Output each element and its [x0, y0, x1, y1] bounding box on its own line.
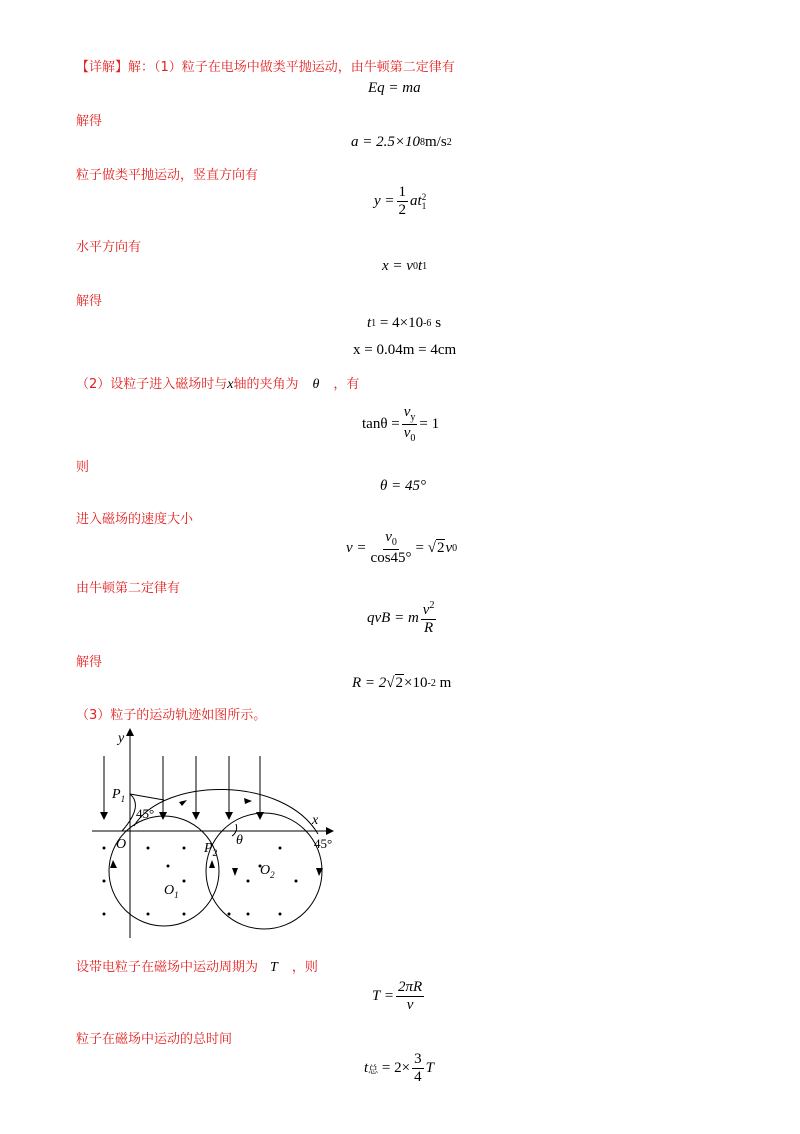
x-axis-label: x — [312, 813, 319, 828]
direction-arrow — [232, 868, 238, 876]
eq10-den: R — [424, 619, 434, 636]
equation-tan-theta — [362, 405, 439, 444]
eq1-text: Eq = ma — [368, 80, 421, 96]
eq12-num: 2πR — [397, 979, 423, 995]
line-12 — [76, 956, 318, 976]
p2-label-sub: 2 — [212, 848, 218, 858]
eq13-num: 3 — [414, 1051, 422, 1067]
p1-label-sub: 1 — [120, 794, 126, 804]
eq2-exp: 8 — [420, 137, 425, 148]
eq13-den: 4 — [414, 1068, 422, 1085]
eq4-left: x = v — [382, 258, 413, 274]
eq3-sub: 1 — [421, 200, 427, 211]
line-8: 进入磁场的速度大小 — [76, 512, 194, 527]
line-1-text: 【详解】解：（1）粒子在电场中做类平抛运动，由牛顿第二定律有 — [76, 60, 455, 75]
circle-o1 — [109, 816, 219, 926]
line-4: 水平方向有 — [76, 240, 142, 255]
angle-45-label-2: 45° — [314, 836, 333, 851]
direction-arrow — [244, 798, 252, 804]
eq13-mid: = 2× — [381, 1060, 411, 1077]
magnetic-field-dots — [103, 847, 298, 916]
y-axis-label: y — [118, 731, 125, 746]
eq2-unit: m/s — [425, 134, 447, 150]
eq11-exp: -2 — [427, 677, 436, 689]
line-2: 解得 — [76, 114, 103, 129]
line-12-a: 设带电粒子在磁场中运动周期为 — [76, 960, 259, 975]
equation-velocity: v = $\frac{v_0}{\cos 45^\circ}$ = √ 2 v 0 — [346, 529, 458, 566]
eq7-fraction — [402, 405, 418, 444]
eq2-left: a = 2.5×10 — [351, 134, 420, 150]
equation-radius: R = 2 √ 2 ×10 -2 m — [352, 674, 452, 691]
line-6-b: 轴的夹角为 — [233, 377, 299, 392]
o2-label-sub: 2 — [270, 870, 275, 880]
eq12-fraction — [396, 980, 424, 1013]
eq11-mid: ×10 — [404, 674, 428, 691]
eq13-sub: 总 — [368, 1065, 379, 1077]
p1-label-main: P — [112, 787, 121, 802]
eq10-num-v: v — [422, 602, 430, 618]
eq3-scripts — [422, 193, 427, 211]
eq4-sub0: 0 — [412, 261, 418, 272]
eq9-num — [383, 530, 399, 550]
o1-label — [164, 883, 179, 900]
o1-label-sub: 1 — [174, 890, 179, 900]
eq9-num-sub: 0 — [391, 537, 397, 548]
eq12-den: v — [406, 996, 414, 1013]
eq5-sub: 1 — [371, 318, 377, 329]
line-6-a: （2）设粒子进入磁场时与 — [76, 377, 228, 392]
eq9-left: v = — [346, 539, 367, 556]
o2-label-main: O — [260, 863, 271, 878]
equation-period — [372, 980, 426, 1013]
eq7-den-v: v — [403, 424, 411, 441]
eq3-right: at — [410, 193, 422, 210]
eq4-t: t — [417, 258, 423, 274]
eq10-fraction — [421, 601, 437, 636]
eq5-mid: = 4×10 — [379, 315, 424, 331]
eq7-num-v: v — [403, 404, 411, 420]
line-9: 由牛顿第二定律有 — [76, 581, 181, 596]
equation-acceleration — [351, 134, 452, 151]
line-11: （3）粒子的运动轨迹如图所示。 — [76, 708, 267, 723]
eq13-left: t — [364, 1060, 369, 1077]
eq4-sub1: 1 — [422, 261, 428, 272]
eq10-num — [421, 601, 437, 620]
line-6-x: x — [227, 377, 234, 392]
direction-arrow — [110, 860, 117, 868]
line-6-c: ，有 — [333, 377, 360, 392]
o2-label — [260, 863, 275, 880]
eq9-sqrt: 2 — [436, 540, 445, 556]
equation-eq-ma — [368, 80, 421, 97]
line-6 — [76, 373, 359, 393]
eq9-right-sub: 0 — [452, 542, 458, 554]
equation-time — [367, 315, 441, 332]
equation-total-time — [364, 1052, 434, 1085]
eq3-den: 2 — [398, 201, 407, 218]
line-3: 粒子做类平抛运动，竖直方向有 — [76, 168, 259, 183]
eq11-left: R = 2 — [352, 674, 387, 691]
eq7-den — [402, 425, 418, 444]
eq12-left: T = — [372, 988, 394, 1005]
eq3-sup: 2 — [421, 191, 427, 202]
eq3-num: 1 — [398, 184, 407, 200]
o1-label-main: O — [164, 883, 175, 898]
eq9-mid: = — [415, 539, 424, 556]
eq7-right: = 1 — [419, 415, 440, 432]
theta-label: θ — [236, 833, 243, 848]
eq10-left: qvB = m — [367, 610, 419, 627]
eq5-left: t — [367, 315, 372, 331]
equation-lorentz-force — [367, 601, 438, 636]
eq9-fraction — [369, 530, 414, 566]
eq7-num — [402, 405, 418, 425]
line-6-theta: θ — [312, 377, 320, 392]
eq3-left: y = — [374, 193, 395, 210]
eq7-den-sub: 0 — [410, 432, 416, 444]
eq8-text: θ = 45° — [380, 478, 426, 494]
p2-label — [203, 841, 218, 858]
direction-arrow — [179, 800, 187, 806]
line-12-T: T — [270, 960, 278, 975]
line-13: 粒子在磁场中运动的总时间 — [76, 1032, 233, 1047]
eq5-exp: -6 — [423, 318, 432, 329]
eq13-fraction — [412, 1052, 424, 1085]
eq2-unit-exp: 2 — [446, 137, 452, 148]
eq3-fraction — [397, 185, 409, 218]
equation-horizontal-displacement — [382, 258, 427, 275]
eq6-text: x = 0.04m = 4cm — [353, 342, 457, 358]
eq9-num-v: v — [385, 529, 392, 545]
eq9-den: cos45° — [370, 549, 412, 566]
eq11-sqrt: 2 — [395, 675, 404, 691]
eq7-num-sub: y — [410, 412, 416, 423]
eq10-num-sup: 2 — [429, 600, 435, 611]
p2-label-main: P — [204, 841, 213, 856]
line-5: 解得 — [76, 294, 103, 309]
equation-theta-45 — [380, 478, 426, 495]
eq9-right: v — [445, 539, 453, 556]
trajectory-figure — [84, 726, 354, 946]
initial-velocity-line — [130, 794, 164, 800]
angle-45-label-1: 45° — [136, 806, 155, 821]
equation-vertical-displacement — [374, 185, 426, 218]
eq11-unit: m — [439, 674, 452, 691]
equation-x-distance — [353, 342, 456, 359]
line-1 — [76, 56, 455, 75]
origin-label: O — [116, 837, 127, 852]
line-10: 解得 — [76, 655, 103, 670]
eq5-unit: s — [435, 315, 442, 331]
line-12-b: ，则 — [291, 960, 318, 975]
line-7: 则 — [76, 460, 90, 475]
eq13-right: T — [425, 1060, 434, 1077]
eq7-left: tanθ = — [362, 415, 400, 432]
p1-label — [111, 787, 125, 804]
direction-arrow — [209, 860, 215, 868]
